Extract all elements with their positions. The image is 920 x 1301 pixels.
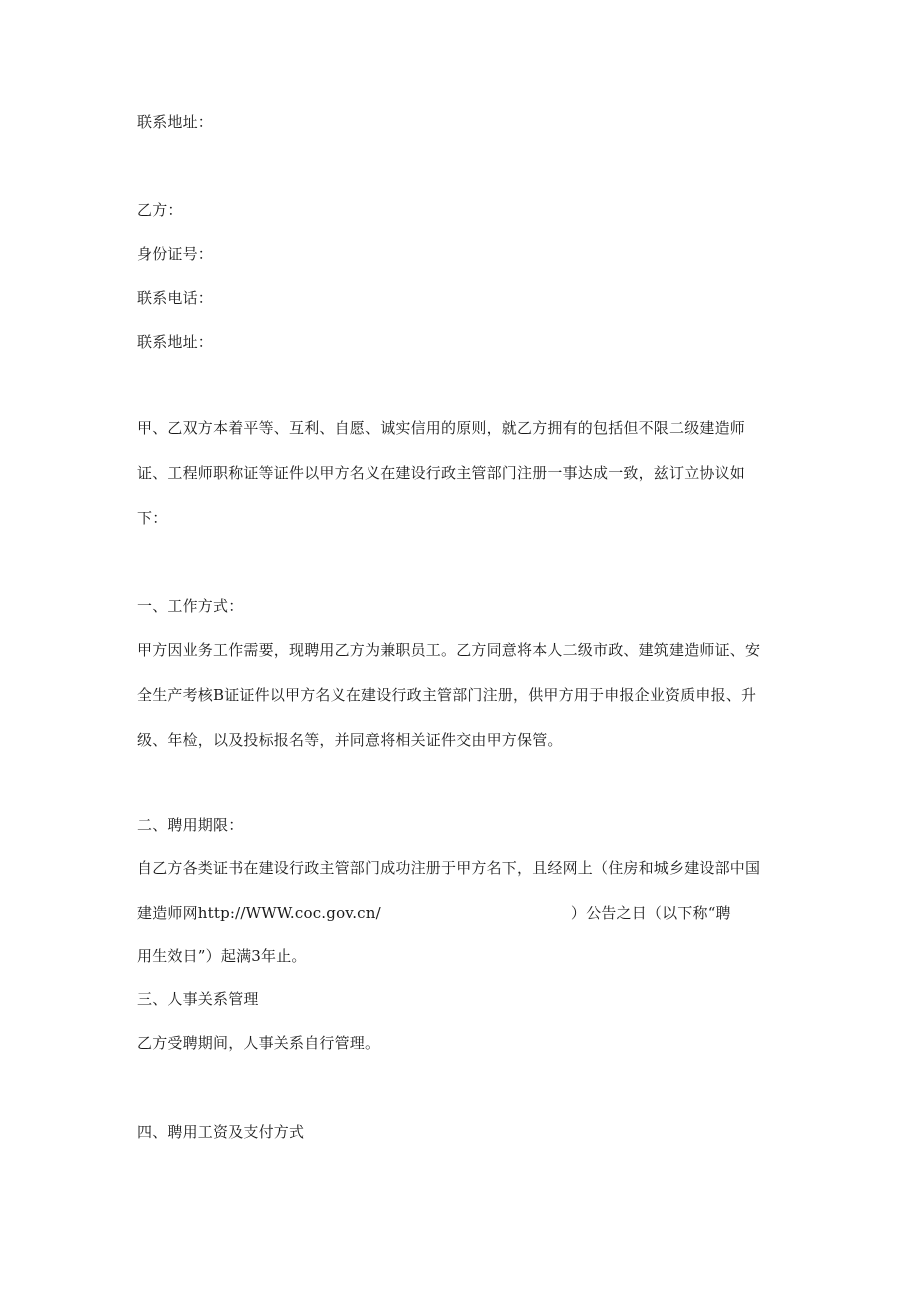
section-1-line-1: 甲方因业务工作需要，现聘用乙方为兼职员工。乙方同意将本人二级市政、建筑建造师证、安 — [137, 641, 761, 659]
section-1-line-2: 全生产考核B证证件以甲方名义在建设行政主管部门注册，供甲方用于申报企业资质申报、升 — [137, 686, 757, 704]
section-1-line-3: 级、年检，以及投标报名等，并同意将相关证件交由甲方保管。 — [137, 731, 563, 749]
section-3-heading: 三、人事关系管理 — [137, 990, 259, 1008]
party-a-address-label: 联系地址： — [137, 113, 214, 131]
preamble-line-3: 下： — [137, 509, 168, 527]
preamble-line-1: 甲、乙双方本着平等、互利、自愿、诚实信用的原则，就乙方拥有的包括但不限二级建造师 — [137, 419, 746, 437]
section-2-line-2-part-1: 建造师网http://WWW.coc.gov.cn/ — [137, 904, 381, 922]
party-b-address-label: 联系地址： — [137, 333, 214, 351]
party-b-phone-label: 联系电话： — [137, 289, 214, 307]
section-2-line-1: 自乙方各类证书在建设行政主管部门成功注册于甲方名下，且经网上（住房和城乡建设部中国 — [137, 859, 761, 877]
section-2-heading: 二、聘用期限： — [137, 816, 244, 834]
section-2-line-2-part-2: ）公告之日（以下称“聘 — [570, 904, 731, 922]
section-1-heading: 一、工作方式： — [137, 597, 244, 615]
section-4-heading: 四、聘用工资及支付方式 — [137, 1123, 305, 1141]
party-b-label: 乙方： — [137, 201, 183, 219]
section-2-line-3: 用生效日”）起满3年止。 — [137, 947, 307, 965]
party-b-id-label: 身份证号： — [137, 245, 214, 263]
section-2-line-2 — [137, 903, 731, 923]
preamble-line-2: 证、工程师职称证等证件以甲方名义在建设行政主管部门注册一事达成一致，兹订立协议如 — [137, 464, 746, 482]
section-3-line-1: 乙方受聘期间，人事关系自行管理。 — [137, 1034, 381, 1052]
